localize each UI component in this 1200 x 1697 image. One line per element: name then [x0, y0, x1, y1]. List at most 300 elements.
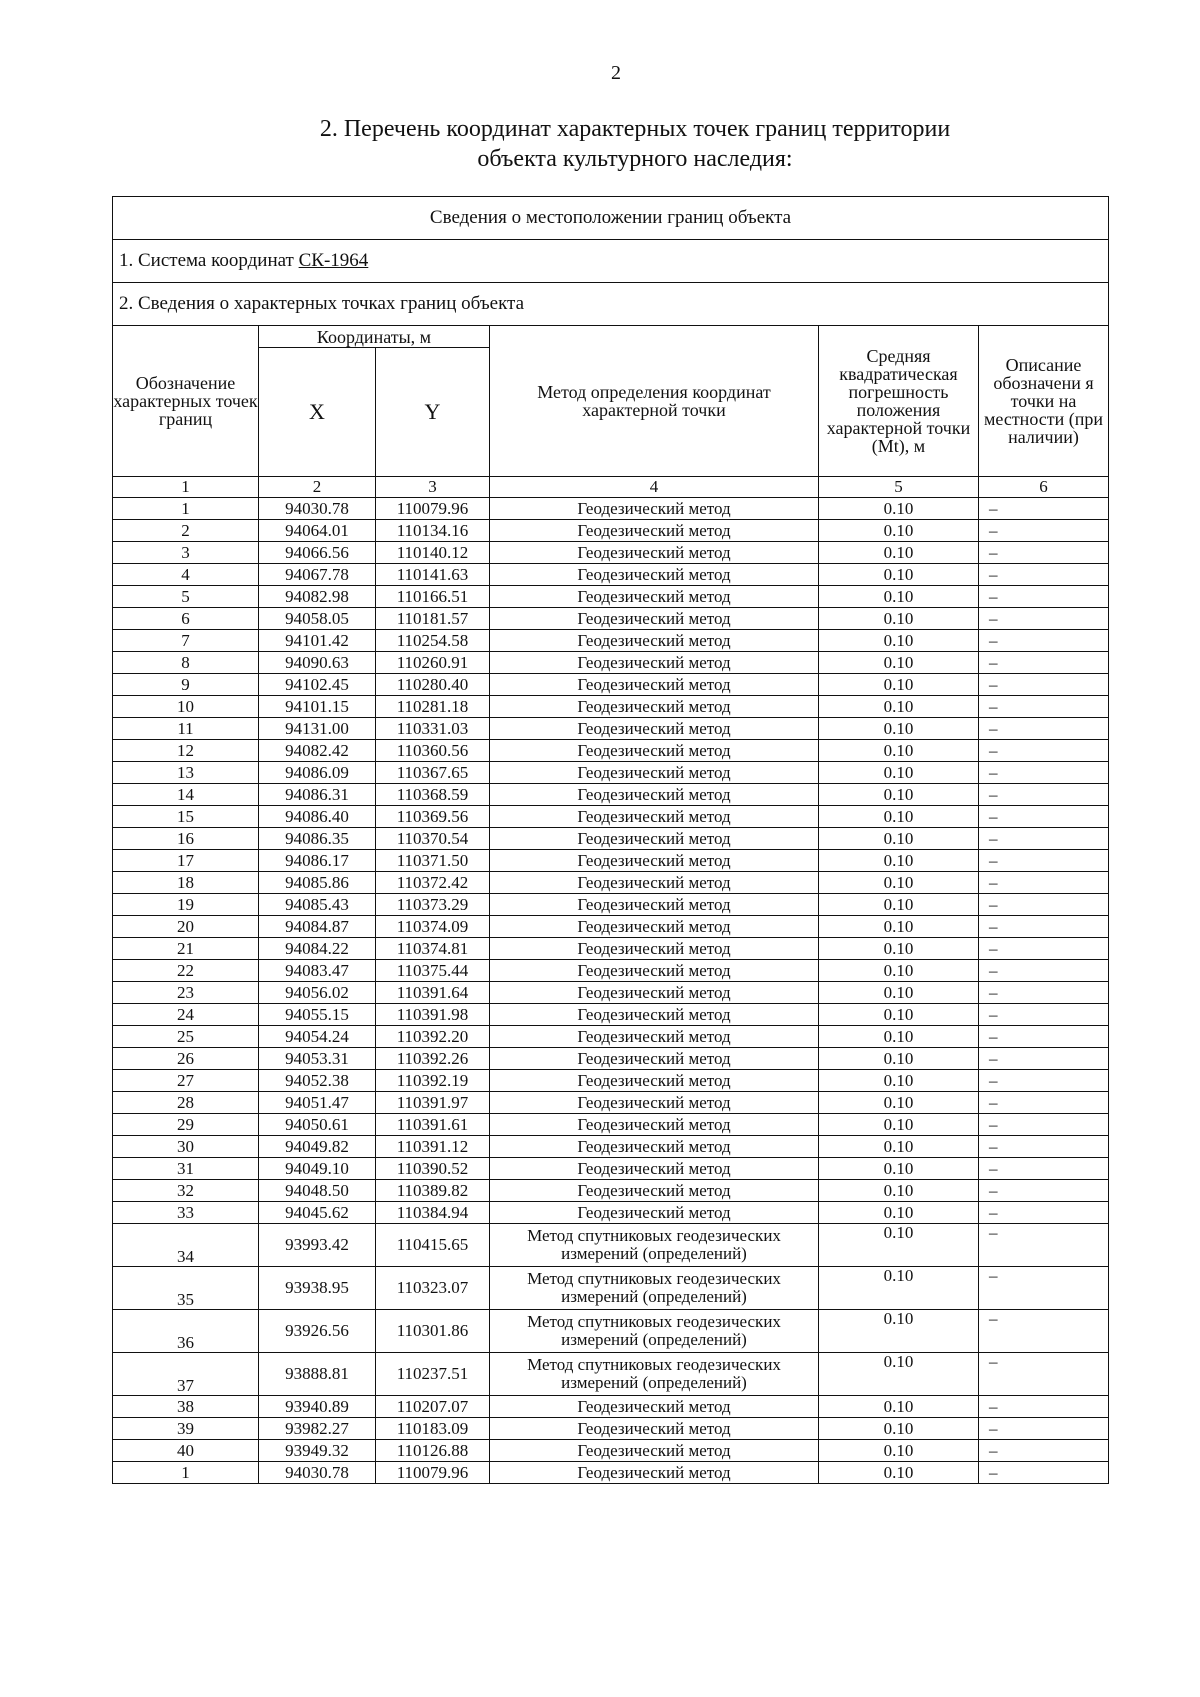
- x-coordinate-cell: 93926.56: [259, 1310, 376, 1353]
- error-cell: 0.10: [819, 1026, 979, 1048]
- x-coordinate-cell: 94131.00: [259, 718, 376, 740]
- point-id-cell: 21: [113, 938, 259, 960]
- y-coordinate-cell: 110360.56: [376, 740, 490, 762]
- error-cell: 0.10: [819, 1136, 979, 1158]
- point-id-cell: 35: [113, 1267, 259, 1310]
- error-cell: 0.10: [819, 1396, 979, 1418]
- method-cell: Геодезический метод: [490, 520, 819, 542]
- point-id-cell: 22: [113, 960, 259, 982]
- method-cell: Метод спутниковых геодезических измерений (определений): [490, 1353, 819, 1396]
- description-cell: –: [979, 1026, 1109, 1048]
- y-coordinate-cell: 110373.29: [376, 894, 490, 916]
- method-cell: Геодезический метод: [490, 938, 819, 960]
- table-row: [113, 498, 1109, 520]
- method-cell: Метод спутниковых геодезических измерений (определений): [490, 1267, 819, 1310]
- x-coordinate-cell: 93949.32: [259, 1440, 376, 1462]
- table-row: [113, 982, 1109, 1004]
- point-id-cell: 39: [113, 1418, 259, 1440]
- x-coordinate-cell: 94052.38: [259, 1070, 376, 1092]
- header-coordinates: Координаты, м: [259, 326, 490, 348]
- description-cell: –: [979, 982, 1109, 1004]
- table-row: [113, 894, 1109, 916]
- error-cell: 0.10: [819, 498, 979, 520]
- point-id-cell: 36: [113, 1310, 259, 1353]
- point-id-cell: 11: [113, 718, 259, 740]
- method-cell: Геодезический метод: [490, 674, 819, 696]
- y-coordinate-cell: 110237.51: [376, 1353, 490, 1396]
- description-cell: –: [979, 718, 1109, 740]
- method-cell: Геодезический метод: [490, 1136, 819, 1158]
- coordinates-table: [112, 196, 1109, 1484]
- x-coordinate-cell: 94086.35: [259, 828, 376, 850]
- table-row: [113, 1114, 1109, 1136]
- table-row: [113, 696, 1109, 718]
- x-coordinate-cell: 94049.10: [259, 1158, 376, 1180]
- error-cell: 0.10: [819, 718, 979, 740]
- table-row: [113, 630, 1109, 652]
- table-row: [113, 784, 1109, 806]
- method-cell: Геодезический метод: [490, 872, 819, 894]
- error-cell: 0.10: [819, 894, 979, 916]
- x-coordinate-cell: 94030.78: [259, 1462, 376, 1484]
- point-id-cell: 12: [113, 740, 259, 762]
- page-number: 2: [611, 62, 621, 84]
- description-cell: –: [979, 498, 1109, 520]
- description-cell: –: [979, 1418, 1109, 1440]
- point-id-cell: 16: [113, 828, 259, 850]
- point-id-cell: 1: [113, 1462, 259, 1484]
- point-id-cell: 24: [113, 1004, 259, 1026]
- document-title: [0, 114, 1200, 174]
- table-row: [113, 1026, 1109, 1048]
- x-coordinate-cell: 94048.50: [259, 1180, 376, 1202]
- y-coordinate-cell: 110389.82: [376, 1180, 490, 1202]
- table-row: [113, 762, 1109, 784]
- table-row: [113, 828, 1109, 850]
- x-coordinate-cell: 93940.89: [259, 1396, 376, 1418]
- method-cell: Метод спутниковых геодезических измерений (определений): [490, 1310, 819, 1353]
- description-cell: –: [979, 1114, 1109, 1136]
- error-cell: 0.10: [819, 1418, 979, 1440]
- coordinate-system-row: [113, 240, 1109, 283]
- y-coordinate-cell: 110391.12: [376, 1136, 490, 1158]
- y-coordinate-cell: 110368.59: [376, 784, 490, 806]
- point-id-cell: 5: [113, 586, 259, 608]
- error-cell: 0.10: [819, 1267, 979, 1310]
- error-cell: 0.10: [819, 1462, 979, 1484]
- y-coordinate-cell: 110384.94: [376, 1202, 490, 1224]
- method-cell: Геодезический метод: [490, 564, 819, 586]
- title-line-1: 2. Перечень координат характерных точек границ территории: [319, 116, 951, 142]
- description-cell: –: [979, 1180, 1109, 1202]
- table-row: [113, 542, 1109, 564]
- method-cell: Геодезический метод: [490, 1462, 819, 1484]
- y-coordinate-cell: 110323.07: [376, 1267, 490, 1310]
- error-cell: 0.10: [819, 1004, 979, 1026]
- column-number: 6: [979, 477, 1109, 498]
- x-coordinate-cell: 94084.22: [259, 938, 376, 960]
- description-cell: –: [979, 850, 1109, 872]
- point-id-cell: 38: [113, 1396, 259, 1418]
- table-row: [113, 520, 1109, 542]
- x-coordinate-cell: 94082.42: [259, 740, 376, 762]
- method-cell: Геодезический метод: [490, 784, 819, 806]
- title-line-2: объекта культурного наследия:: [477, 146, 793, 172]
- method-cell: Геодезический метод: [490, 542, 819, 564]
- description-cell: –: [979, 1048, 1109, 1070]
- table-row: [113, 718, 1109, 740]
- point-id-cell: 18: [113, 872, 259, 894]
- point-id-cell: 15: [113, 806, 259, 828]
- point-id-cell: 23: [113, 982, 259, 1004]
- header-method: Метод определения координат характерной точки: [490, 326, 819, 477]
- method-cell: Геодезический метод: [490, 1396, 819, 1418]
- error-cell: 0.10: [819, 1353, 979, 1396]
- column-number: 5: [819, 477, 979, 498]
- method-cell: Геодезический метод: [490, 1180, 819, 1202]
- point-id-cell: 29: [113, 1114, 259, 1136]
- point-id-cell: 9: [113, 674, 259, 696]
- description-cell: –: [979, 1202, 1109, 1224]
- method-cell: Геодезический метод: [490, 982, 819, 1004]
- y-coordinate-cell: 110079.96: [376, 1462, 490, 1484]
- y-coordinate-cell: 110254.58: [376, 630, 490, 652]
- table-row: [113, 1158, 1109, 1180]
- error-cell: 0.10: [819, 762, 979, 784]
- description-cell: –: [979, 1136, 1109, 1158]
- x-coordinate-cell: 94054.24: [259, 1026, 376, 1048]
- y-coordinate-cell: 110181.57: [376, 608, 490, 630]
- table-row: [113, 1048, 1109, 1070]
- x-coordinate-cell: 93938.95: [259, 1267, 376, 1310]
- error-cell: 0.10: [819, 1224, 979, 1267]
- table-row: [113, 806, 1109, 828]
- table-row: [113, 652, 1109, 674]
- method-cell: Геодезический метод: [490, 1114, 819, 1136]
- y-coordinate-cell: 110134.16: [376, 520, 490, 542]
- y-coordinate-cell: 110141.63: [376, 564, 490, 586]
- y-coordinate-cell: 110281.18: [376, 696, 490, 718]
- error-cell: 0.10: [819, 696, 979, 718]
- description-cell: –: [979, 916, 1109, 938]
- y-coordinate-cell: 110375.44: [376, 960, 490, 982]
- y-coordinate-cell: 110392.19: [376, 1070, 490, 1092]
- y-coordinate-cell: 110391.98: [376, 1004, 490, 1026]
- table-row: [113, 1440, 1109, 1462]
- x-coordinate-cell: 94084.87: [259, 916, 376, 938]
- column-number: 4: [490, 477, 819, 498]
- y-coordinate-cell: 110280.40: [376, 674, 490, 696]
- method-cell: Геодезический метод: [490, 608, 819, 630]
- x-coordinate-cell: 94082.98: [259, 586, 376, 608]
- x-coordinate-cell: 94102.45: [259, 674, 376, 696]
- y-coordinate-cell: 110301.86: [376, 1310, 490, 1353]
- table-row: [113, 740, 1109, 762]
- boundary-points-section: 2. Сведения о характерных точках границ объекта: [113, 283, 1109, 326]
- x-coordinate-cell: 94086.31: [259, 784, 376, 806]
- description-cell: –: [979, 674, 1109, 696]
- x-coordinate-cell: 94050.61: [259, 1114, 376, 1136]
- y-coordinate-cell: 110367.65: [376, 762, 490, 784]
- y-coordinate-cell: 110392.26: [376, 1048, 490, 1070]
- point-id-cell: 4: [113, 564, 259, 586]
- error-cell: 0.10: [819, 982, 979, 1004]
- error-cell: 0.10: [819, 1180, 979, 1202]
- y-coordinate-cell: 110140.12: [376, 542, 490, 564]
- x-coordinate-cell: 94058.05: [259, 608, 376, 630]
- description-cell: –: [979, 1267, 1109, 1310]
- description-cell: –: [979, 806, 1109, 828]
- method-cell: Геодезический метод: [490, 850, 819, 872]
- table-row: [113, 1070, 1109, 1092]
- error-cell: 0.10: [819, 542, 979, 564]
- column-number: 2: [259, 477, 376, 498]
- point-id-cell: 31: [113, 1158, 259, 1180]
- method-cell: Геодезический метод: [490, 762, 819, 784]
- description-cell: –: [979, 960, 1109, 982]
- point-id-cell: 33: [113, 1202, 259, 1224]
- table-row: [113, 938, 1109, 960]
- point-id-cell: 27: [113, 1070, 259, 1092]
- method-cell: Геодезический метод: [490, 740, 819, 762]
- error-cell: 0.10: [819, 916, 979, 938]
- error-cell: 0.10: [819, 1310, 979, 1353]
- point-id-cell: 32: [113, 1180, 259, 1202]
- error-cell: 0.10: [819, 740, 979, 762]
- header-error: Средняя квадратическая погрешность положения характерной точки (Mt), м: [819, 326, 979, 477]
- x-coordinate-cell: 94083.47: [259, 960, 376, 982]
- y-coordinate-cell: 110391.97: [376, 1092, 490, 1114]
- table-row: [113, 960, 1109, 982]
- point-id-cell: 2: [113, 520, 259, 542]
- table-row: [113, 1310, 1109, 1353]
- y-coordinate-cell: 110369.56: [376, 806, 490, 828]
- method-cell: Геодезический метод: [490, 1092, 819, 1114]
- y-coordinate-cell: 110260.91: [376, 652, 490, 674]
- method-cell: Геодезический метод: [490, 1440, 819, 1462]
- error-cell: 0.10: [819, 1114, 979, 1136]
- point-id-cell: 7: [113, 630, 259, 652]
- method-cell: Геодезический метод: [490, 652, 819, 674]
- description-cell: –: [979, 696, 1109, 718]
- y-coordinate-cell: 110374.09: [376, 916, 490, 938]
- coordinate-system-name: СК-1964: [298, 250, 369, 271]
- point-id-cell: 26: [113, 1048, 259, 1070]
- point-id-cell: 20: [113, 916, 259, 938]
- method-cell: Геодезический метод: [490, 498, 819, 520]
- description-cell: –: [979, 828, 1109, 850]
- description-cell: –: [979, 520, 1109, 542]
- error-cell: 0.10: [819, 850, 979, 872]
- y-coordinate-cell: 110374.81: [376, 938, 490, 960]
- x-coordinate-cell: 94086.17: [259, 850, 376, 872]
- method-cell: Геодезический метод: [490, 916, 819, 938]
- description-cell: –: [979, 1004, 1109, 1026]
- description-cell: –: [979, 872, 1109, 894]
- table-row: [113, 1180, 1109, 1202]
- method-cell: Геодезический метод: [490, 696, 819, 718]
- point-id-cell: 37: [113, 1353, 259, 1396]
- method-cell: Геодезический метод: [490, 630, 819, 652]
- table-row: [113, 1202, 1109, 1224]
- method-cell: Геодезический метод: [490, 1048, 819, 1070]
- header-designation: Обозначение характерных точек границ: [113, 326, 259, 477]
- y-coordinate-cell: 110415.65: [376, 1224, 490, 1267]
- x-coordinate-cell: 94066.56: [259, 542, 376, 564]
- error-cell: 0.10: [819, 1070, 979, 1092]
- error-cell: 0.10: [819, 960, 979, 982]
- error-cell: 0.10: [819, 608, 979, 630]
- point-id-cell: 14: [113, 784, 259, 806]
- table-row: [113, 608, 1109, 630]
- table-row: [113, 1353, 1109, 1396]
- point-id-cell: 19: [113, 894, 259, 916]
- x-coordinate-cell: 94086.40: [259, 806, 376, 828]
- table-row: [113, 586, 1109, 608]
- error-cell: 0.10: [819, 564, 979, 586]
- table-row: [113, 850, 1109, 872]
- x-coordinate-cell: 93982.27: [259, 1418, 376, 1440]
- header-description: Описание обозначени я точки на местности (при наличии): [979, 326, 1109, 477]
- y-coordinate-cell: 110331.03: [376, 718, 490, 740]
- error-cell: 0.10: [819, 1092, 979, 1114]
- description-cell: –: [979, 784, 1109, 806]
- x-coordinate-cell: 93993.42: [259, 1224, 376, 1267]
- method-cell: Геодезический метод: [490, 828, 819, 850]
- description-cell: –: [979, 762, 1109, 784]
- point-id-cell: 17: [113, 850, 259, 872]
- x-coordinate-cell: 94051.47: [259, 1092, 376, 1114]
- x-coordinate-cell: 94045.62: [259, 1202, 376, 1224]
- point-id-cell: 3: [113, 542, 259, 564]
- y-coordinate-cell: 110371.50: [376, 850, 490, 872]
- y-coordinate-cell: 110370.54: [376, 828, 490, 850]
- y-coordinate-cell: 110390.52: [376, 1158, 490, 1180]
- table-row: [113, 1267, 1109, 1310]
- x-coordinate-cell: 94101.15: [259, 696, 376, 718]
- table-caption: Сведения о местоположении границ объекта: [113, 197, 1109, 240]
- method-cell: Геодезический метод: [490, 586, 819, 608]
- point-id-cell: 8: [113, 652, 259, 674]
- y-coordinate-cell: 110391.61: [376, 1114, 490, 1136]
- point-id-cell: 1: [113, 498, 259, 520]
- header-x: X: [259, 348, 376, 477]
- point-id-cell: 30: [113, 1136, 259, 1158]
- x-coordinate-cell: 94056.02: [259, 982, 376, 1004]
- error-cell: 0.10: [819, 806, 979, 828]
- table-row: [113, 872, 1109, 894]
- x-coordinate-cell: 94085.86: [259, 872, 376, 894]
- x-coordinate-cell: 94064.01: [259, 520, 376, 542]
- error-cell: 0.10: [819, 1440, 979, 1462]
- description-cell: –: [979, 894, 1109, 916]
- x-coordinate-cell: 94053.31: [259, 1048, 376, 1070]
- method-cell: Геодезический метод: [490, 718, 819, 740]
- description-cell: –: [979, 740, 1109, 762]
- method-cell: Геодезический метод: [490, 1158, 819, 1180]
- column-numbers-row: [113, 477, 1109, 498]
- error-cell: 0.10: [819, 872, 979, 894]
- table-row: [113, 1092, 1109, 1114]
- y-coordinate-cell: 110183.09: [376, 1418, 490, 1440]
- error-cell: 0.10: [819, 1048, 979, 1070]
- column-number: 3: [376, 477, 490, 498]
- x-coordinate-cell: 94085.43: [259, 894, 376, 916]
- table-row: [113, 1418, 1109, 1440]
- error-cell: 0.10: [819, 674, 979, 696]
- error-cell: 0.10: [819, 1202, 979, 1224]
- x-coordinate-cell: 94086.09: [259, 762, 376, 784]
- point-id-cell: 10: [113, 696, 259, 718]
- x-coordinate-cell: 94090.63: [259, 652, 376, 674]
- error-cell: 0.10: [819, 1158, 979, 1180]
- description-cell: –: [979, 1158, 1109, 1180]
- point-id-cell: 25: [113, 1026, 259, 1048]
- table-row: [113, 1004, 1109, 1026]
- column-number: 1: [113, 477, 259, 498]
- y-coordinate-cell: 110372.42: [376, 872, 490, 894]
- y-coordinate-cell: 110079.96: [376, 498, 490, 520]
- method-cell: Геодезический метод: [490, 1418, 819, 1440]
- description-cell: –: [979, 1092, 1109, 1114]
- header-y: Y: [376, 348, 490, 477]
- description-cell: –: [979, 608, 1109, 630]
- description-cell: –: [979, 542, 1109, 564]
- point-id-cell: 13: [113, 762, 259, 784]
- table-row: [113, 674, 1109, 696]
- point-id-cell: 40: [113, 1440, 259, 1462]
- error-cell: 0.10: [819, 630, 979, 652]
- method-cell: Геодезический метод: [490, 960, 819, 982]
- y-coordinate-cell: 110392.20: [376, 1026, 490, 1048]
- method-cell: Геодезический метод: [490, 894, 819, 916]
- method-cell: Геодезический метод: [490, 1026, 819, 1048]
- description-cell: –: [979, 1353, 1109, 1396]
- table-row: [113, 1224, 1109, 1267]
- table-row: [113, 1396, 1109, 1418]
- error-cell: 0.10: [819, 586, 979, 608]
- description-cell: –: [979, 630, 1109, 652]
- y-coordinate-cell: 110126.88: [376, 1440, 490, 1462]
- x-coordinate-cell: 94049.82: [259, 1136, 376, 1158]
- method-cell: Метод спутниковых геодезических измерений (определений): [490, 1224, 819, 1267]
- description-cell: –: [979, 564, 1109, 586]
- description-cell: –: [979, 1462, 1109, 1484]
- description-cell: –: [979, 1224, 1109, 1267]
- y-coordinate-cell: 110207.07: [376, 1396, 490, 1418]
- error-cell: 0.10: [819, 938, 979, 960]
- error-cell: 0.10: [819, 652, 979, 674]
- y-coordinate-cell: 110166.51: [376, 586, 490, 608]
- x-coordinate-cell: 94055.15: [259, 1004, 376, 1026]
- y-coordinate-cell: 110391.64: [376, 982, 490, 1004]
- description-cell: –: [979, 1310, 1109, 1353]
- description-cell: –: [979, 586, 1109, 608]
- description-cell: –: [979, 1070, 1109, 1092]
- point-id-cell: 6: [113, 608, 259, 630]
- method-cell: Геодезический метод: [490, 1070, 819, 1092]
- description-cell: –: [979, 938, 1109, 960]
- description-cell: –: [979, 652, 1109, 674]
- coordinate-system-label: 1. Система координат: [119, 250, 299, 271]
- table-row: [113, 564, 1109, 586]
- point-id-cell: 34: [113, 1224, 259, 1267]
- table-row: [113, 916, 1109, 938]
- x-coordinate-cell: 94030.78: [259, 498, 376, 520]
- x-coordinate-cell: 94067.78: [259, 564, 376, 586]
- error-cell: 0.10: [819, 520, 979, 542]
- method-cell: Геодезический метод: [490, 1202, 819, 1224]
